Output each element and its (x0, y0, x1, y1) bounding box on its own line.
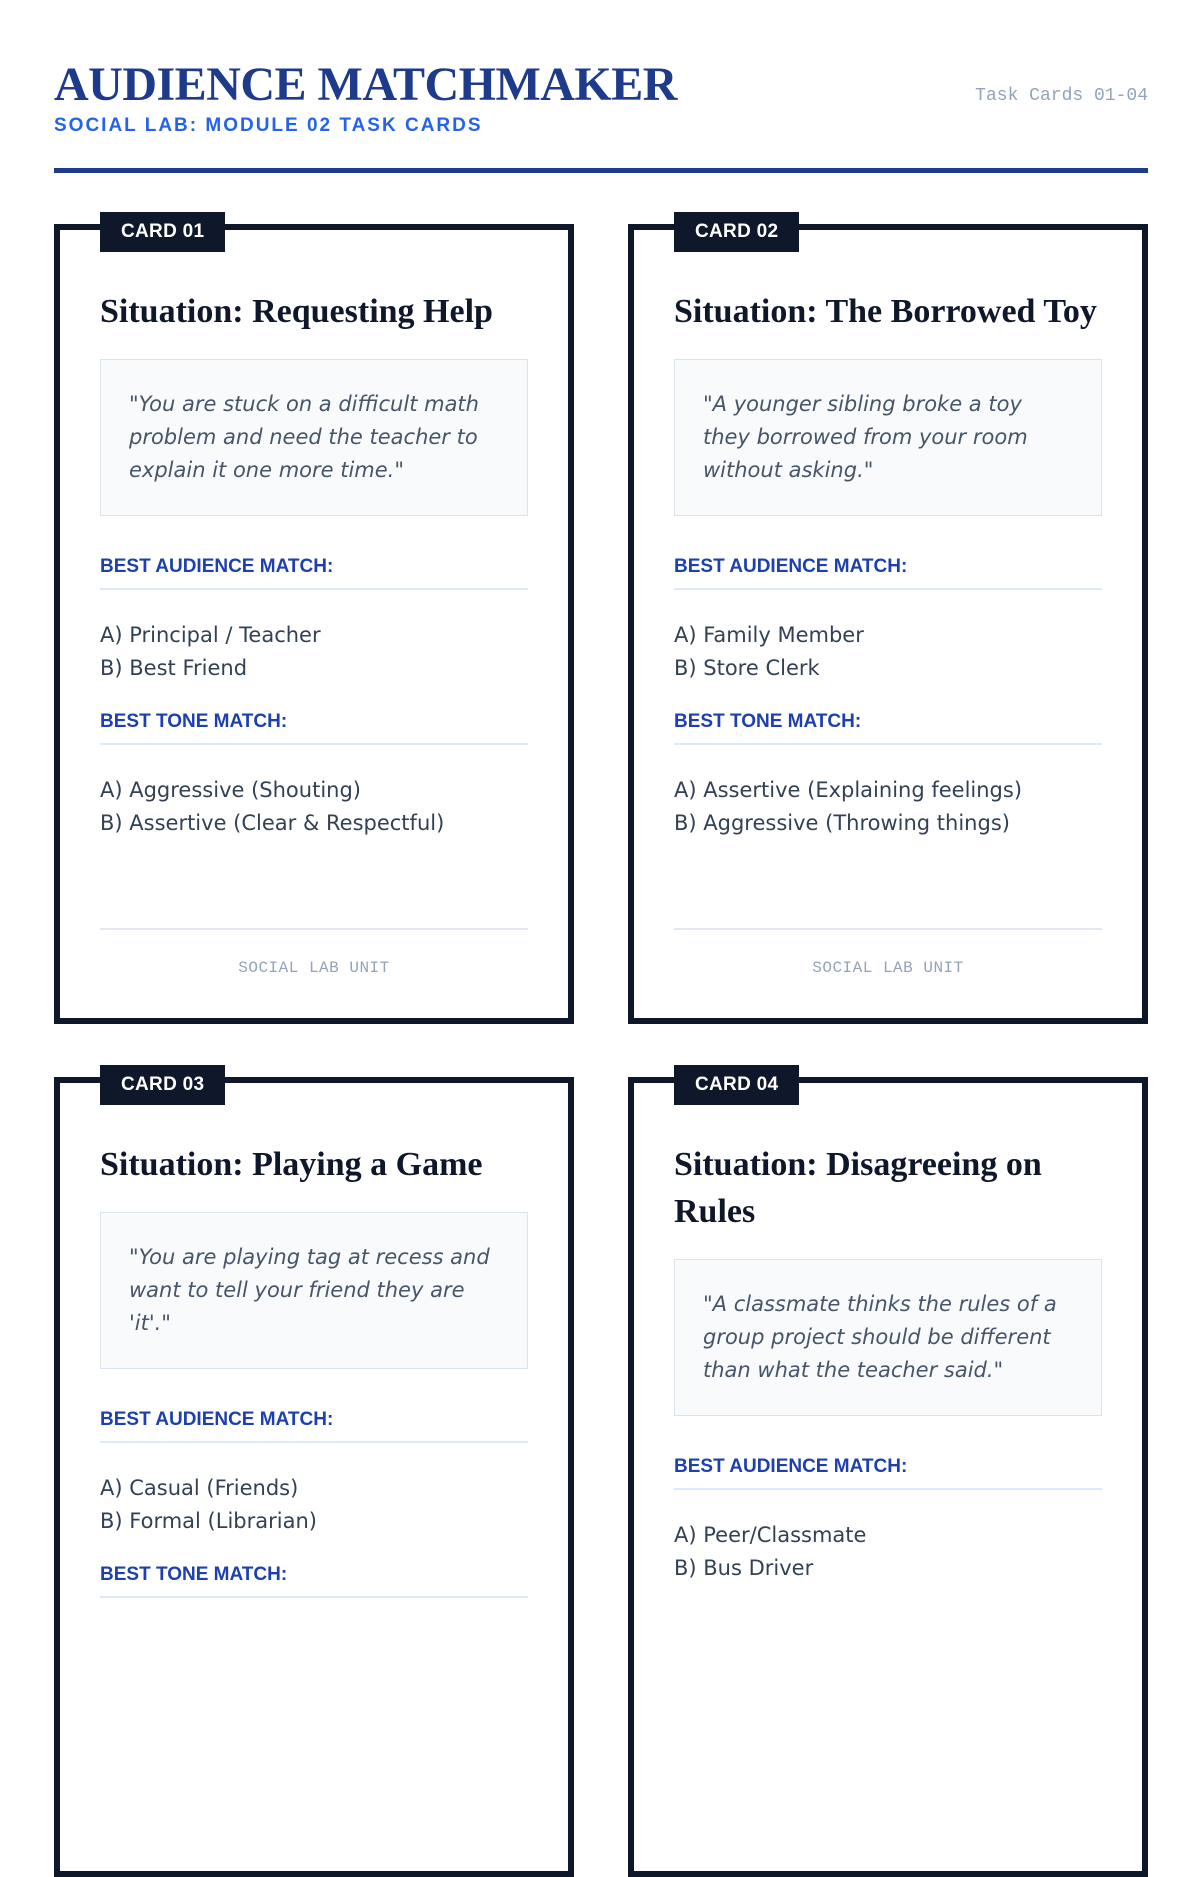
audience-option-a: A) Peer/Classmate (674, 1523, 867, 1547)
task-card-03 (54, 1074, 574, 1877)
card-tab: CARD 04 (674, 1065, 799, 1105)
task-card-04 (628, 1074, 1148, 1877)
audience-option-b: B) Bus Driver (674, 1556, 814, 1580)
tone-option-b: B) Aggressive (Throwing things) (674, 811, 1010, 835)
audience-option-b: B) Store Clerk (674, 656, 820, 680)
audience-options (674, 619, 1102, 685)
card-body (674, 288, 1102, 840)
card-footer: SOCIAL LAB UNIT (100, 928, 528, 978)
card-body (100, 1141, 528, 1598)
card-body (100, 288, 528, 840)
audience-options (674, 1519, 1102, 1585)
situation-title: Situation: Playing a Game (100, 1146, 483, 1183)
tone-option-a: A) Assertive (Explaining feelings) (674, 778, 1023, 802)
tone-options (674, 774, 1102, 840)
card-body (674, 1141, 1102, 1585)
page-subtitle: SOCIAL LAB: MODULE 02 TASK CARDS (54, 115, 483, 136)
tone-options (100, 774, 528, 840)
header-divider (54, 168, 1148, 173)
page-title: AUDIENCE MATCHMAKER (54, 58, 677, 111)
situation-title: Situation: Disagreeing on Rules (674, 1146, 1042, 1230)
audience-label: BEST AUDIENCE MATCH: (100, 556, 528, 590)
tone-label: BEST TONE MATCH: (674, 711, 1102, 745)
scenario-quote: "A younger sibling broke a toy they borrowed from your room without asking." (674, 359, 1102, 516)
task-card-02 (628, 221, 1148, 1024)
scenario-quote: "You are stuck on a difficult math problem and need the teacher to explain it one more time." (100, 359, 528, 516)
page-meta: Task Cards 01-04 (975, 86, 1148, 106)
task-card-01 (54, 221, 574, 1024)
situation-title: Situation: The Borrowed Toy (674, 293, 1097, 330)
page-header (54, 56, 1148, 174)
situation-title: Situation: Requesting Help (100, 293, 493, 330)
audience-option-b: B) Formal (Librarian) (100, 1509, 317, 1533)
audience-option-a: A) Principal / Teacher (100, 623, 321, 647)
audience-label: BEST AUDIENCE MATCH: (674, 1456, 1102, 1490)
audience-options (100, 1472, 528, 1538)
tone-option-b: B) Assertive (Clear & Respectful) (100, 811, 445, 835)
card-tab: CARD 03 (100, 1065, 225, 1105)
card-tab: CARD 01 (100, 212, 225, 252)
audience-label: BEST AUDIENCE MATCH: (674, 556, 1102, 590)
card-footer: SOCIAL LAB UNIT (674, 928, 1102, 978)
audience-option-a: A) Casual (Friends) (100, 1476, 299, 1500)
tone-option-a: A) Aggressive (Shouting) (100, 778, 361, 802)
audience-label: BEST AUDIENCE MATCH: (100, 1409, 528, 1443)
audience-option-a: A) Family Member (674, 623, 864, 647)
tone-label: BEST TONE MATCH: (100, 1564, 528, 1598)
scenario-quote: "You are playing tag at recess and want to tell your friend they are 'it'." (100, 1212, 528, 1369)
scenario-quote: "A classmate thinks the rules of a group project should be different than what the teacher said." (674, 1259, 1102, 1416)
card-tab: CARD 02 (674, 212, 799, 252)
audience-options (100, 619, 528, 685)
tone-label: BEST TONE MATCH: (100, 711, 528, 745)
audience-option-b: B) Best Friend (100, 656, 248, 680)
